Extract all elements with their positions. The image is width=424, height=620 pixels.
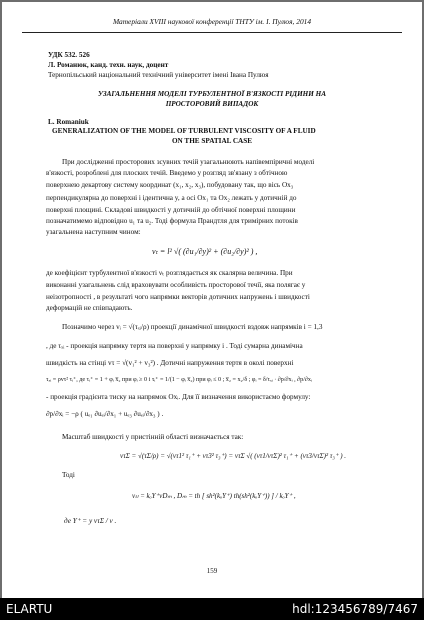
para2-line-1: де коефіцієнт турбулентної в'язкості νₜ розглядається як скалярна величина. При xyxy=(46,269,293,277)
para1-line-4: перпендикулярна до поверхні і ідентична y, а осі Ox₁ та Ox₂ лежать у дотичній до xyxy=(46,194,297,202)
para1-line-2: в'язкості, розроблені для плоских течій. Введемо у розгляд зв'язану з обтічною xyxy=(46,169,288,177)
footer-handle-link[interactable]: hdl:123456789/7467 xyxy=(292,602,418,616)
para3-line-3: швидкість на стінці vτ = √(v₁² + v₃²) . Дотичні напруження тертя в околі поверхні xyxy=(46,359,294,367)
para1-line-6: позначатимемо відповідно u₁ та u₂. Тоді формула Прандтля для тримірних потоків xyxy=(46,217,298,225)
then-word: Тоді xyxy=(62,471,75,479)
para2-line-2: виконанні узагальнень слід враховувати особливість просторової течії, яка полягає у xyxy=(46,281,306,289)
formula-velocity-scale: vτΣ = √(τΣ/ρ) = √(vτ1² τ₁⁺ + vτ3² τ₃⁺) = vτΣ √( (vτ1/vτΣ)² τ₁⁺ + (vτ3/vτΣ)² τ₃⁺ ) . xyxy=(120,452,347,460)
para1-line-7: узагальнена наступним чином: xyxy=(46,228,141,236)
footer-bar xyxy=(0,598,424,620)
page-number: 159 xyxy=(206,567,218,575)
para3-line-4: τₓᵢ = ρvτ² τᵢ⁺, де τᵢ⁺ = 1 + φᵢ x̅₂ при φᵢ ≥ 0 і τᵢ⁺ = 1/(1 − φᵢ x̅₂) при φᵢ ≤ 0 ; x̅₂ = x₂/δ ; φᵢ = δ/τₓᵢ · ∂p/∂xᵢ , ∂p/∂xᵢ xyxy=(46,377,312,383)
para2-line-4: деформацій не співпадають. xyxy=(46,304,133,312)
para1-line-3: поверхнею декартову систему координат (x₁, x₂, x₃), побудовану так, що вісь Ox₃ xyxy=(46,181,294,189)
document-page xyxy=(2,2,422,598)
para4-line: Масштаб швидкості у пристінній області визначається так: xyxy=(62,433,244,441)
para3-line-2: , де τₓᵢ - проекція напрямку тертя на поверхні у напрямку i . Тоді сумарна динамічна xyxy=(46,342,303,350)
para1-line-5: поверхні площині. Складові швидкості у дотичній до обтічної поверхні площини xyxy=(46,206,296,214)
para2-line-3: неізотропності , в результаті чого напрямки векторів дотичних напружень і швидкості xyxy=(46,293,310,301)
para3-line-1: Позначимо через vᵢ = √(τₓᵢ/ρ) проекції динамічної швидкості вздовж напрямків i = 1,3 xyxy=(62,323,323,331)
title-en-line-1: GENERALIZATION OF THE MODEL OF TURBULENT VISCOSITY OF A FLUID xyxy=(52,127,316,135)
author-en: L. Romaniuk xyxy=(48,118,89,126)
affiliation-ua: Тернопільський національний технічний університет імені Івана Пулюя xyxy=(48,71,269,79)
para1-line-1: При дослідженні просторових зсувних течій узагальнюють напівемпіричні моделі xyxy=(62,158,315,166)
para3-line-5: - проекція градієнта тиску на напрямок Oxᵢ. Для її визначення використаємо формулу: xyxy=(46,393,311,401)
formula-prandtl: νₜ = l² √( (∂u₁/∂y)² + (∂u₂/∂y)² ) , xyxy=(152,247,258,256)
para3-line-6: ∂p/∂xᵢ = −ρ ( uₑ₁ ∂uₑᵢ/∂x₁ + uₑ₃ ∂uₑᵢ/∂x₃ ) . xyxy=(46,410,164,418)
formula-y-plus: де Y⁺ = y vτΣ / ν . xyxy=(64,517,117,525)
running-header: Матеріали XVIII наукової конференції ТНТУ ім. І. Пулюя, 2014 xyxy=(112,17,312,26)
formula-turbulent-viscosity: νₜₗ = kₒY⁺νDₘ , Dₘ = th [ sh²(kₒY⁺) th(sh²(kₒY⁺)) ] / kₒY⁺ , xyxy=(132,492,296,500)
udk-code: УДК 532. 526 xyxy=(48,51,90,59)
author-ua: Л. Романюк, канд. техн. наук, доцент xyxy=(48,61,169,69)
title-en-line-2: ON THE SPATIAL CASE xyxy=(171,137,253,145)
header-rule xyxy=(22,32,402,33)
footer-repository-label: ELARTU xyxy=(6,602,53,616)
title-ua-line-1: УЗАГАЛЬНЕННЯ МОДЕЛІ ТУРБУЛЕНТНОЇ В'ЯЗКОСТІ РІДИНИ НА xyxy=(97,90,327,98)
title-ua-line-2: ПРОСТОРОВИЙ ВИПАДОК xyxy=(165,100,259,108)
